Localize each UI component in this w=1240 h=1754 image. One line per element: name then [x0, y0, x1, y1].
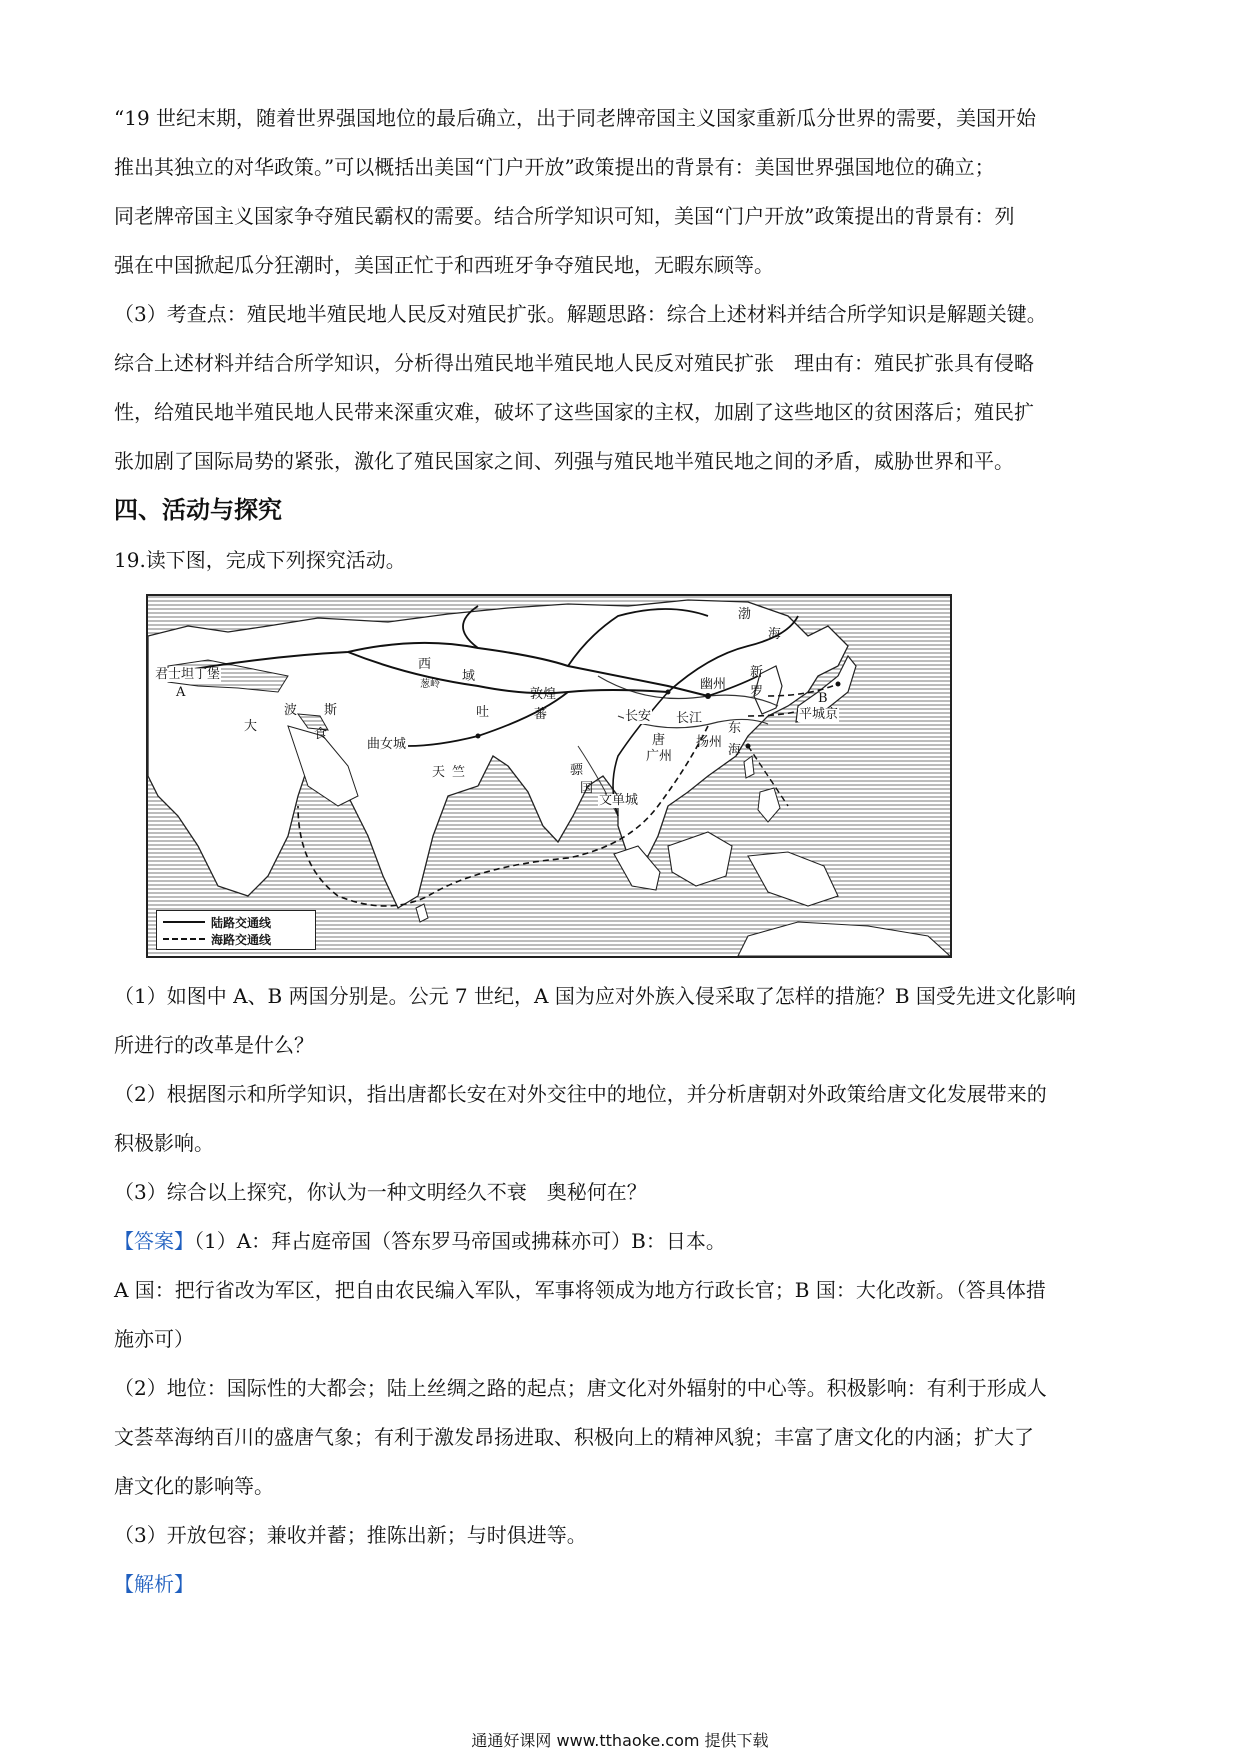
footer-source: 通通好课网 www.tthaoke.com 提供下载 [471, 1731, 769, 1750]
text-line: 推出其独立的对华政策。”可以概括出美国“门户开放”政策提出的背景有：美国世界强国地位的确立； [114, 155, 995, 179]
map-label-constantinople: 君士坦丁堡 [155, 667, 221, 682]
map-label-guo: 国 [580, 781, 594, 796]
map-label-piao: 骠 [570, 763, 584, 778]
map-label-changan: 长安 [625, 709, 652, 724]
map-label-bo: 波 [284, 703, 298, 718]
background-paragraph [114, 94, 1134, 290]
map-label-da: 大 [244, 719, 258, 734]
answer-tag: 【答案】 [114, 1229, 194, 1253]
text-line: （2）根据图示和所学知识，指出唐都长安在对外交往中的地位，并分析唐朝对外政策给唐文化发展带来的 [114, 1082, 1047, 1106]
map-label-shi: 食 [314, 727, 328, 742]
text-line: 性，给殖民地半殖民地人民带来深重灾难，破坏了这些国家的主权，加剧了这些地区的贫困落后；殖民扩 [114, 400, 1034, 424]
map-label-luo: 罗 [750, 685, 764, 700]
map-label-dong: 东 [728, 721, 742, 736]
sea-route-swatch [163, 938, 205, 940]
map-label-wendancheng: 文单城 [599, 793, 639, 808]
text-line: 张加剧了国际局势的紧张，激化了殖民国家之间、列强与殖民地半殖民地之间的矛盾，威胁世界和平。 [114, 449, 1014, 473]
map-label-tubo: 蕃 [534, 707, 548, 722]
question-stem-text: 19.读下图，完成下列探究活动。 [114, 548, 406, 572]
legend-land-route [163, 914, 271, 930]
map-label-tang: 唐 [652, 733, 666, 748]
map-legend [156, 910, 316, 950]
legend-sea-route [163, 931, 271, 947]
text-line: 积极影响。 [114, 1131, 214, 1155]
map-label-xin: 新 [750, 665, 764, 680]
text-line: （3）考查点：殖民地半殖民地人民反对殖民扩张。解题思路：综合上述材料并结合所学知识是解题关键。 [114, 302, 1047, 326]
question-part-1 [114, 972, 1134, 1070]
analysis-line [114, 1560, 1134, 1609]
point3-paragraph [114, 290, 1134, 486]
map-label-yu: 域 [462, 669, 476, 684]
map-label-yangzhou: 扬州 [696, 735, 723, 750]
text-line: 强在中国掀起瓜分狂潮时，美国正忙于和西班牙争夺殖民地，无暇东顾等。 [114, 253, 774, 277]
map-label-si: 斯 [324, 703, 338, 718]
map-label-bo-hai-2: 海 [768, 627, 782, 642]
map-drawing [148, 596, 950, 956]
tang-map-figure [146, 594, 952, 958]
question-stem [114, 536, 1134, 585]
map-label-tu: 吐 [476, 705, 490, 720]
map-label-zhu: 竺 [452, 765, 466, 780]
question-part-3 [114, 1168, 1134, 1217]
text-line: （2）地位：国际性的大都会；陆上丝绸之路的起点；唐文化对外辐射的中心等。积极影响：有利于形成人 [114, 1376, 1047, 1400]
section-title: 四、活动与探究 [114, 496, 282, 524]
text-line: 综合上述材料并结合所学知识，分析得出殖民地半殖民地人民反对殖民扩张 理由有：殖民扩张具有侵略 [114, 351, 1034, 375]
text-line: A 国：把行省改为军区，把自由农民编入军队，军事将领成为地方行政长官；B 国：大化改新。（答具体措 [114, 1278, 1046, 1302]
map-label-guangzhou: 广州 [646, 749, 673, 764]
text-line: （3）开放包容；兼收并蓄；推陈出新；与时俱进等。 [114, 1523, 587, 1547]
text-line: 所进行的改革是什么？ [114, 1033, 314, 1057]
section-header [114, 490, 1134, 530]
map-label-qunvcheng: 曲女城 [367, 737, 407, 752]
map-label-xi: 西 [418, 657, 432, 672]
text-line: 唐文化的影响等。 [114, 1474, 274, 1498]
map-label-pingchengjing: 平城京 [799, 707, 839, 722]
text-line: “19 世纪末期，随着世界强国地位的最后确立，出于同老牌帝国主义国家重新瓜分世界的需要，美国开始 [114, 106, 1037, 130]
map-label-hai: 海 [728, 743, 742, 758]
land-route-swatch [163, 921, 205, 923]
text-line: （1）如图中 A、B 两国分别是。公元 7 世纪，A 国为应对外族入侵采取了怎样的措施？B 国受先进文化影响 [114, 984, 1076, 1008]
answer-line-1 [114, 1217, 1134, 1266]
map-label-congling: 葱岭 [420, 679, 440, 690]
legend-land-label: 陆路交通线 [211, 915, 272, 930]
legend-sea-label: 海路交通线 [211, 932, 272, 947]
text-line: 施亦可） [114, 1327, 194, 1351]
map-label-changjiang: 长江 [676, 711, 703, 726]
analysis-tag: 【解析】 [114, 1572, 194, 1596]
map-label-youzhou: 幽州 [700, 677, 727, 692]
map-label-a: A [176, 685, 186, 700]
answer-part-1-first: （1）A：拜占庭帝国（答东罗马帝国或拂菻亦可）B：日本。 [194, 1229, 726, 1253]
text-line: （3）综合以上探究，你认为一种文明经久不衰 奥秘何在？ [114, 1180, 647, 1204]
map-label-b: B [818, 691, 828, 706]
text-line: 文荟萃海纳百川的盛唐气象；有利于激发昂扬进取、积极向上的精神风貌；丰富了唐文化的内涵；扩大了 [114, 1425, 1034, 1449]
text-line: 同老牌帝国主义国家争夺殖民霸权的需要。结合所学知识可知，美国“门户开放”政策提出的背景有：列 [114, 204, 1015, 228]
map-label-tian: 天 [432, 765, 446, 780]
answer-block [114, 1217, 1134, 1609]
question-part-2 [114, 1070, 1134, 1168]
map-label-dunhuang: 敦煌 [530, 687, 557, 702]
map-label-bo-hai-1: 渤 [738, 607, 752, 622]
